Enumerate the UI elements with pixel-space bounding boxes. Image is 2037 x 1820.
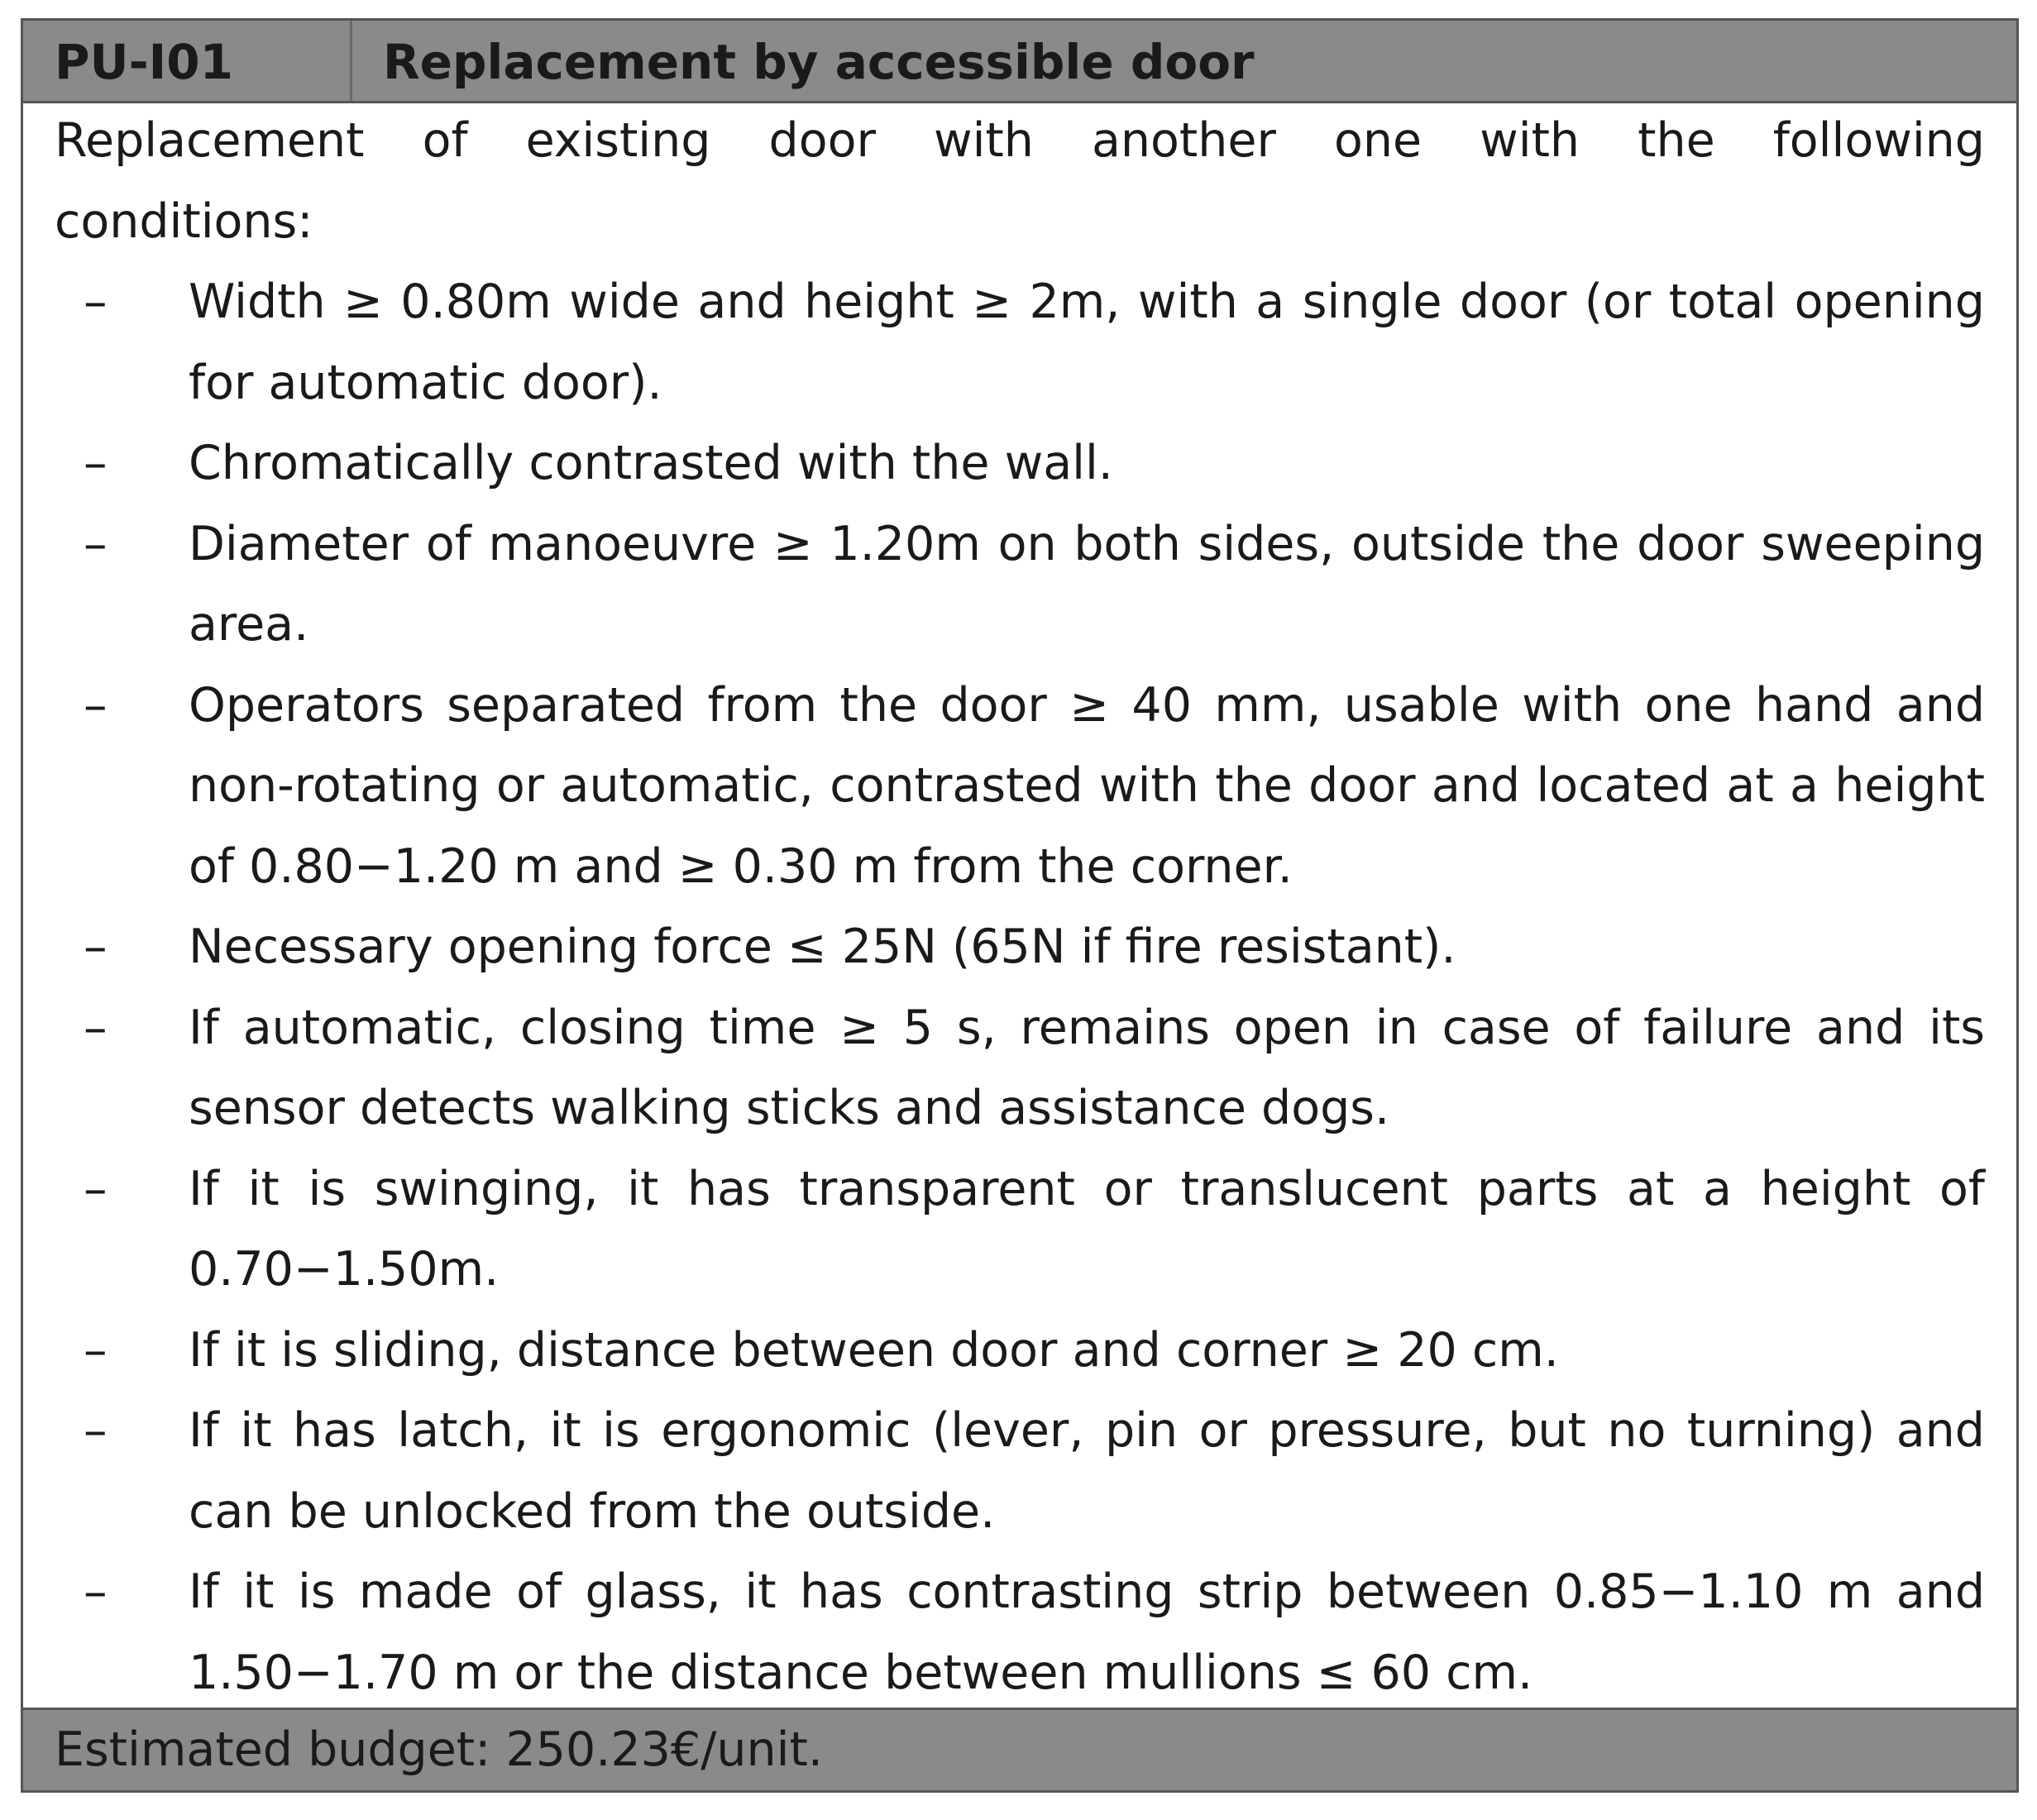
intro-line-1: Replacement of existing door with another one with the following (55, 113, 1985, 168)
dash-bullet: – (84, 920, 108, 974)
condition-text: If it has latch, it is ergonomic (lever, pin or pressure, but no turning) and can be unlocked from the outside. (189, 1403, 1985, 1539)
dash-bullet: – (84, 1161, 108, 1216)
condition-item (55, 988, 1985, 1149)
condition-text: Necessary opening force ≤ 25N (65N if fire resistant). (189, 920, 1456, 974)
condition-item (55, 504, 1985, 666)
condition-item (55, 1391, 1985, 1552)
dash-bullet: – (84, 1564, 108, 1619)
conditions-list (55, 262, 1985, 1713)
condition-text: Chromatically contrasted with the wall. (189, 436, 1113, 490)
condition-item (55, 907, 1985, 988)
dash-bullet: – (84, 516, 108, 571)
condition-item (55, 262, 1985, 423)
condition-text: If it is made of glass, it has contrasting strip between 0.85−1.10 m and 1.50−1.70 m or the distance between mullions ≤ 60 cm. (189, 1564, 1985, 1700)
condition-item (55, 666, 1985, 908)
dash-bullet: – (84, 436, 108, 490)
intro-line-2: conditions: (55, 193, 313, 249)
condition-text: If automatic, closing time ≥ 5 s, remains open in case of failure and its sensor detects walking sticks and assistance dogs. (189, 1000, 1985, 1135)
dash-bullet: – (84, 1322, 108, 1378)
budget-footer: Estimated budget: 250.23€/unit. (23, 1708, 2016, 1790)
dash-bullet: – (84, 677, 108, 733)
condition-text: Operators separated from the door ≥ 40 mm, usable with one hand and non-rotating or automatic, contrasted with the door and located at a height of 0.80−1.20 m and ≥ 0.30 m from the corner. (189, 677, 1985, 894)
condition-item (55, 1552, 1985, 1713)
dash-bullet: – (84, 275, 108, 329)
condition-text: Width ≥ 0.80m wide and height ≥ 2m, with a single door (or total opening for automatic door). (189, 275, 1985, 410)
card-header (23, 21, 2016, 103)
card-body (55, 101, 1985, 1713)
condition-text: Diameter of manoeuvre ≥ 1.20m on both sides, outside the door sweeping area. (189, 516, 1985, 652)
condition-item (55, 423, 1985, 504)
intervention-title: Replacement by accessible door (383, 34, 1255, 90)
condition-item (55, 1311, 1985, 1392)
condition-text: If it is swinging, it has transparent or translucent parts at a height of 0.70−1.50m. (189, 1161, 1985, 1297)
condition-text: If it is sliding, distance between door and corner ≥ 20 cm. (189, 1322, 1559, 1378)
intervention-code: PU-I01 (23, 21, 352, 101)
intervention-card (21, 18, 2019, 1793)
dash-bullet: – (84, 1000, 108, 1055)
dash-bullet: – (84, 1403, 108, 1458)
condition-item (55, 1149, 1985, 1311)
